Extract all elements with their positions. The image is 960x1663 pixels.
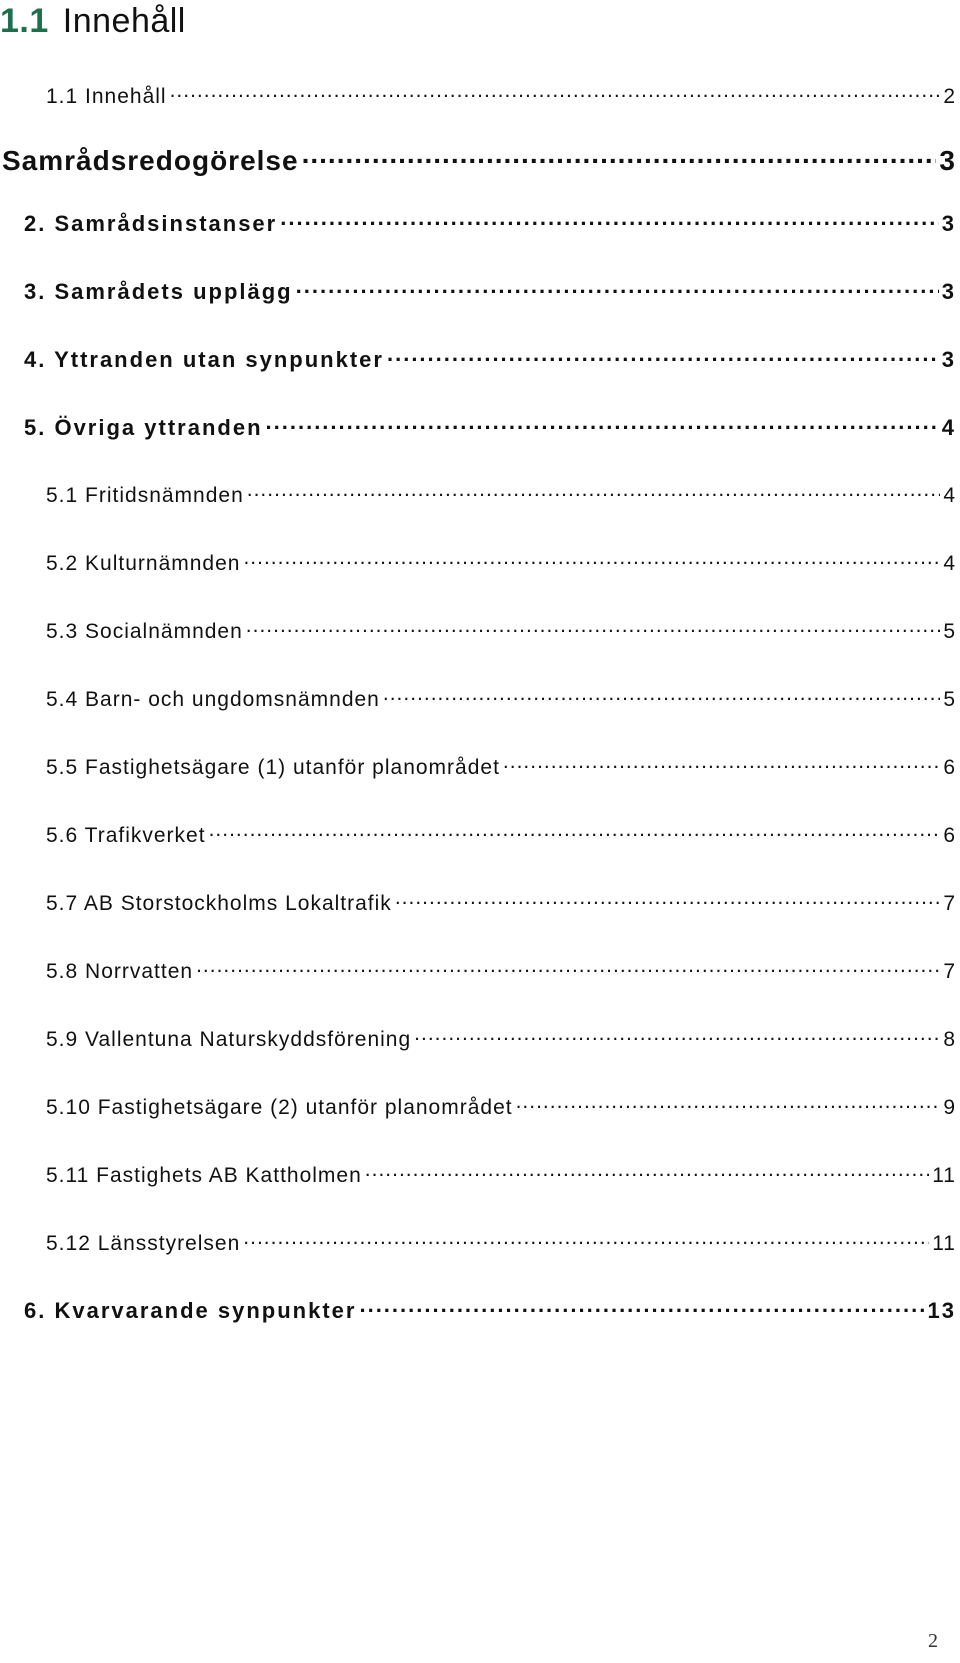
toc-entry-page: 2 (943, 85, 956, 109)
toc-leader-dots (170, 78, 941, 103)
toc-leader-dots (296, 273, 939, 299)
toc-entry-samradets-upplagg[interactable] (24, 273, 956, 305)
toc-entry-socialnamnden[interactable] (46, 613, 956, 644)
toc-leader-dots (503, 749, 940, 774)
toc-entry-label: 5.7 AB Storstockholms Lokaltrafik (46, 892, 392, 916)
toc-entry-page: 4 (943, 484, 956, 508)
toc-entry-sl[interactable] (46, 885, 956, 916)
toc-entry-page: 4 (943, 552, 956, 576)
toc-entry-page: 6 (943, 824, 956, 848)
toc-entry-page: 11 (932, 1232, 956, 1256)
toc-entry-page: 7 (943, 960, 956, 984)
toc-entry-label: 6. Kvarvarande synpunkter (24, 1298, 357, 1324)
toc-leader-dots (359, 1292, 924, 1318)
toc-leader-dots (266, 409, 939, 435)
toc-entry-kattholmen[interactable] (46, 1157, 956, 1188)
toc-leader-dots (516, 1089, 941, 1114)
toc-leader-dots (302, 136, 937, 170)
toc-entry-kulturnamnden[interactable] (46, 545, 956, 576)
toc-entry-label: 5.1 Fritidsnämnden (46, 484, 244, 508)
toc-entry-label: 2. Samrådsinstanser (24, 211, 278, 237)
toc-entry-fastighetsagare-2[interactable] (46, 1089, 956, 1120)
toc-entry-naturskyddsforening[interactable] (46, 1021, 956, 1052)
page-number: 2 (928, 1630, 938, 1652)
toc-entry-page: 3 (941, 211, 956, 237)
toc-entry-label: 5. Övriga yttranden (24, 415, 263, 441)
toc-entry-page: 3 (941, 347, 956, 373)
toc-entry-page: 9 (943, 1096, 956, 1120)
toc-leader-dots (414, 1021, 940, 1046)
toc-entry-page: 3 (941, 279, 956, 305)
toc-entry-label: 1.1 Innehåll (46, 85, 167, 109)
toc-entry-page: 3 (939, 144, 956, 176)
toc-leader-dots (280, 205, 939, 231)
toc-entry-page: 6 (943, 756, 956, 780)
toc-leader-dots (365, 1157, 929, 1182)
toc-entry-lansstyrelsen[interactable] (46, 1225, 956, 1256)
section-title: Innehåll (62, 2, 186, 40)
toc-leader-dots (246, 613, 941, 638)
toc-entry-label: 5.2 Kulturnämnden (46, 552, 241, 576)
toc-entry-page: 4 (941, 415, 956, 441)
toc-leader-dots (243, 545, 940, 570)
toc-leader-dots (383, 681, 940, 706)
toc-leader-dots (209, 817, 941, 842)
toc-entry-fastighetsagare-1[interactable] (46, 749, 956, 780)
toc-leader-dots (247, 477, 941, 502)
toc-leader-dots (395, 885, 941, 910)
toc-entry-page: 11 (932, 1164, 956, 1188)
toc-entry-label: 4. Yttranden utan synpunkter (24, 347, 384, 373)
toc-entry-label: 5.4 Barn- och ungdomsnämnden (46, 688, 380, 712)
toc-entry-label: 5.11 Fastighets AB Kattholmen (46, 1164, 362, 1188)
toc-entry-label: 5.9 Vallentuna Naturskyddsförening (46, 1028, 412, 1052)
toc-leader-dots (243, 1225, 929, 1250)
toc-entry-kvarvarande-synpunkter[interactable] (24, 1292, 956, 1324)
toc-entry-samradsinstanser[interactable] (24, 205, 956, 237)
toc-entry-yttranden-utan-synpunkter[interactable] (24, 341, 956, 373)
toc-entry-barn-och-ungdomsnamnden[interactable] (46, 681, 956, 712)
toc-entry-label: 5.5 Fastighetsägare (1) utanför planområdet (46, 756, 500, 780)
toc-entry-page: 7 (943, 892, 956, 916)
toc-leader-dots (387, 341, 939, 367)
toc-entry-samradsredogorelse[interactable] (2, 136, 956, 177)
toc-entry-label: 5.10 Fastighetsägare (2) utanför planområdet (46, 1096, 513, 1120)
toc-entry-page: 5 (943, 620, 956, 644)
toc-entry-trafikverket[interactable] (46, 817, 956, 848)
toc-entry-page: 13 (927, 1298, 956, 1324)
toc-entry-label: 5.6 Trafikverket (46, 824, 206, 848)
toc-entry-innehall[interactable] (46, 78, 956, 109)
toc-entry-page: 8 (943, 1028, 956, 1052)
toc-entry-norrvatten[interactable] (46, 953, 956, 984)
toc-leader-dots (196, 953, 940, 978)
section-number: 1.1 (0, 2, 49, 40)
toc-entry-label: 5.12 Länsstyrelsen (46, 1232, 241, 1256)
toc-entry-label: 3. Samrådets upplägg (24, 279, 293, 305)
toc-entry-ovriga-yttranden[interactable] (24, 409, 956, 441)
toc-entry-label: 5.3 Socialnämnden (46, 620, 243, 644)
toc-entry-label: 5.8 Norrvatten (46, 960, 194, 984)
toc-entry-page: 5 (943, 688, 956, 712)
toc-entry-fritidsnamnden[interactable] (46, 477, 956, 508)
toc-entry-label: Samrådsredogörelse (2, 144, 299, 176)
